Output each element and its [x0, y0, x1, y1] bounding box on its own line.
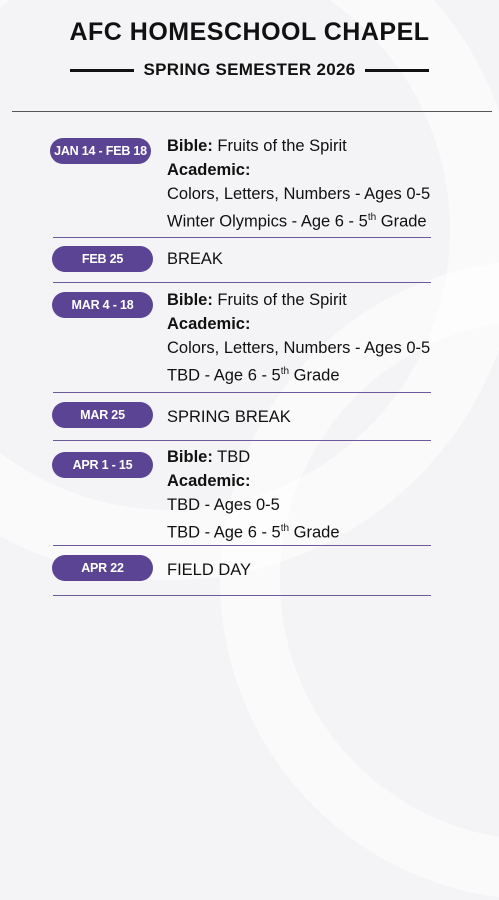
ordinal-suffix: th [280, 523, 290, 534]
header-divider [12, 111, 492, 112]
academic-line-2 [167, 206, 430, 234]
academic-label: Academic: [167, 315, 251, 333]
academic-label: Academic: [167, 161, 251, 179]
event-text: FIELD DAY [167, 561, 252, 579]
bible-label: Bible: [167, 448, 213, 466]
row-divider [53, 595, 431, 596]
academic-line-2-text: Winter Olympics - Age 6 - 5 [167, 212, 368, 231]
row-divider [53, 440, 431, 441]
schedule-entry [167, 558, 251, 582]
academic-line-1: Colors, Letters, Numbers - Ages 0-5 [167, 185, 431, 203]
bible-line [167, 445, 340, 469]
bible-value: TBD [212, 448, 251, 466]
academic-line-2 [167, 517, 340, 545]
bible-value: Fruits of the Spirit [212, 137, 347, 155]
schedule-entry [167, 405, 291, 429]
date-badge: APR 22 [52, 555, 153, 581]
row-divider [53, 392, 431, 393]
date-badge: APR 1 - 15 [52, 452, 153, 478]
bible-label: Bible: [167, 137, 213, 155]
event-text: BREAK [167, 250, 223, 268]
page-title: AFC HOMESCHOOL CHAPEL [69, 18, 430, 46]
row-divider [53, 237, 431, 238]
ordinal-suffix: th [367, 212, 377, 223]
ordinal-suffix: th [280, 366, 290, 377]
schedule-entry [167, 247, 223, 271]
academic-line-2-text: TBD - Age 6 - 5 [167, 523, 281, 542]
date-badge: MAR 4 - 18 [52, 292, 153, 318]
academic-line-2 [167, 360, 430, 388]
subtitle-row [0, 60, 499, 80]
bible-line [167, 288, 430, 312]
date-badge: FEB 25 [52, 246, 153, 272]
row-divider [53, 282, 431, 283]
subtitle-rule-right [365, 69, 429, 72]
academic-line-2-grade: Grade [289, 523, 340, 542]
academic-line-2-grade: Grade [289, 366, 340, 385]
academic-line-2-grade: Grade [376, 212, 427, 231]
academic-line-2-text: TBD - Age 6 - 5 [167, 366, 281, 385]
date-badge: JAN 14 - FEB 18 [50, 138, 151, 164]
row-divider [53, 545, 431, 546]
bible-label: Bible: [167, 291, 213, 309]
academic-label: Academic: [167, 472, 251, 490]
schedule-entry [167, 134, 430, 234]
page-subtitle: SPRING SEMESTER 2026 [143, 60, 356, 79]
date-badge: MAR 25 [52, 402, 153, 428]
academic-line-1: Colors, Letters, Numbers - Ages 0-5 [167, 339, 431, 357]
academic-line-1: TBD - Ages 0-5 [167, 496, 280, 514]
subtitle-rule-left [70, 69, 134, 72]
bible-value: Fruits of the Spirit [212, 291, 347, 309]
schedule-entry [167, 288, 430, 388]
event-text: SPRING BREAK [167, 408, 291, 426]
bible-line [167, 134, 430, 158]
schedule-entry [167, 445, 340, 545]
